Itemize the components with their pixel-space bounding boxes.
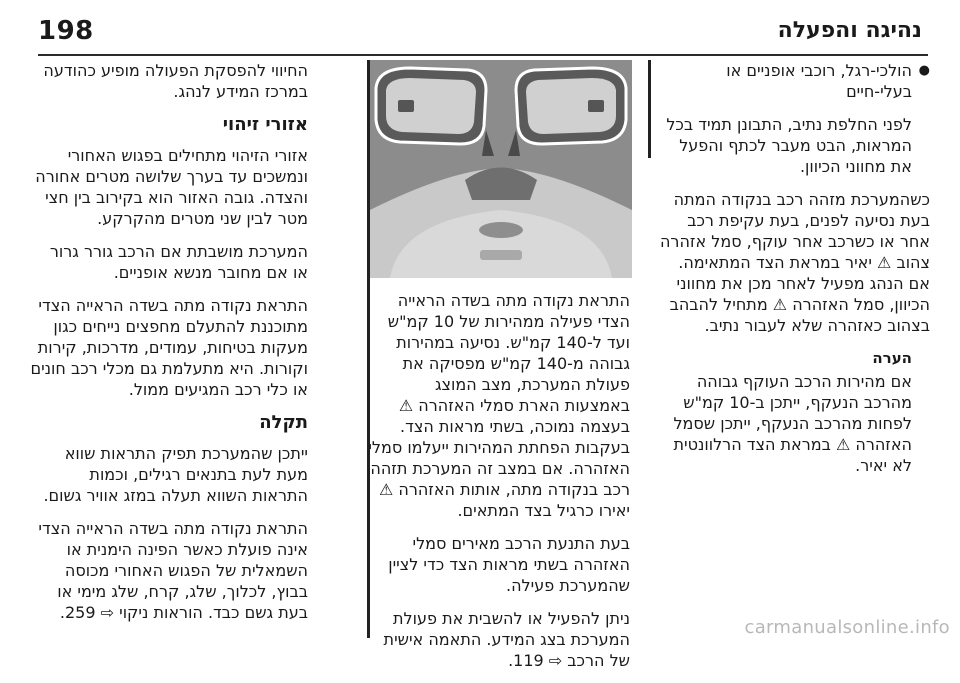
column-left xyxy=(30,60,308,635)
bullet-item: ● הולכי-רגל, רוכבי אופניים או בעלי-חיים xyxy=(658,60,930,102)
paragraph: ניתן להפעיל או להשבית את פעולת המערכת בצג המידע. התאמה אישית של הרכב ⇨ 119. xyxy=(383,609,630,670)
watermark: carmanualsonline.info xyxy=(744,617,950,638)
note-text: אם מהירות הרכב העוקף גבוהה מהרכב הנעקף, ייתכן ב-10 קמ"ש לפחות מהרכב הנעקף, ייתכן שסמל האזהרה ⚠ במראת הצד הרלוונטית לא יאיר. xyxy=(673,372,912,475)
side-mirror-illustration xyxy=(370,60,632,278)
column-separator xyxy=(648,60,651,158)
section-title-fault: תקלה xyxy=(259,412,308,433)
page-title: נהיגה והפעלה xyxy=(777,18,922,43)
bullet-note: לפני החלפת נתיב, התבונן תמיד בכל המראות, הבט מעבר לכתף והפעל את מחווני הכיוון. xyxy=(666,115,912,176)
page-number: 198 xyxy=(38,16,94,46)
paragraph: כשהמערכת מזהה רכב בנקודה המתה בעת נסיעה לפנים, בעת עקיפת רכב אחר או כשרכב אחר עוקף, סמל אזהרה צהוב ⚠ יאיר במראת הצד המתאימה. אם הנהג מפעיל לאחר מכן את מחווני הכיוון, סמל האזהרה ⚠ מתחיל להבהב בצהוב כאזהרה שלא לעבור נתיב. xyxy=(659,190,930,335)
header-rule xyxy=(38,54,928,56)
paragraph: התראת נקודה מתה בשדה הראייה הצדי אינה פועלת כאשר הפינה הימנית או השמאלית של הפגוש האחורי מכוסה בבוץ, לכלוך, שלג, קרח, שלג מימי או בעת גשם כבד. הוראות ניקוי ⇨ 259. xyxy=(38,519,308,622)
paragraph: התראת נקודה מתה בשדה הראייה הצדי פעילה ממהירות של 10 קמ"ש ועד ל-140 קמ"ש. נסיעה במהירות גבוהה מ-140 קמ"ש מפסיקה את פעולת המערכת, מצב המוצג באמצעות הארת סמלי האזהרה ⚠ בעצמה נמוכה, בשתי מראות הצד. בעקבות הפחתת המהירות ייעלמו סמלי האזהרה. אם במצב זה המערכת תזהה רכב בנקודה מתה, אותות האזהרה ⚠ יאירו כרגיל בצד המתאים. xyxy=(368,291,630,520)
note-box xyxy=(658,348,930,476)
note-title: הערה xyxy=(872,349,912,367)
section-title-detection-zones: אזורי זיהוי xyxy=(222,114,308,135)
paragraph: המערכת מושבתת אם הרכב גורר גרור או אם מחובר מנשא אופניים. xyxy=(49,242,308,282)
paragraph: החיווי להפסקת הפעולה מופיע כהודעה במרכז המידע לנהג. xyxy=(43,61,308,101)
paragraph: בעת התנעת הרכב מאירים סמלי האזהרה בשתי מראות הצד כדי לציין שהמערכת פעילה. xyxy=(388,534,630,595)
page-header xyxy=(0,0,960,58)
paragraph: אזורי הזיהוי מתחילים בפגוש האחורי ונמשכים עד בערך שלושה מטרים אחורה והצדה. גובה האזור הוא בקירוב בין חצי מטר לבין שני מטרים מהקרקע. xyxy=(35,146,308,228)
paragraph: ייתכן שהמערכת תפיק התראות שווא מעת לעת בתנאים רגילים, וכמות התראות השווא תעלה במזג אוויר גשום. xyxy=(43,444,308,505)
column-right xyxy=(658,60,930,488)
column-middle xyxy=(368,290,630,683)
paragraph: התראת נקודה מתה בשדה הראייה הצדי מתוכננת להתעלם מחפצים נייחים כגון מעקות בטיחות, עמודים, מדרכות, קירות וקורות. היא מתעלמת גם מכלי רכב חונים או כלי רכב המגיעים ממול. xyxy=(30,296,308,399)
